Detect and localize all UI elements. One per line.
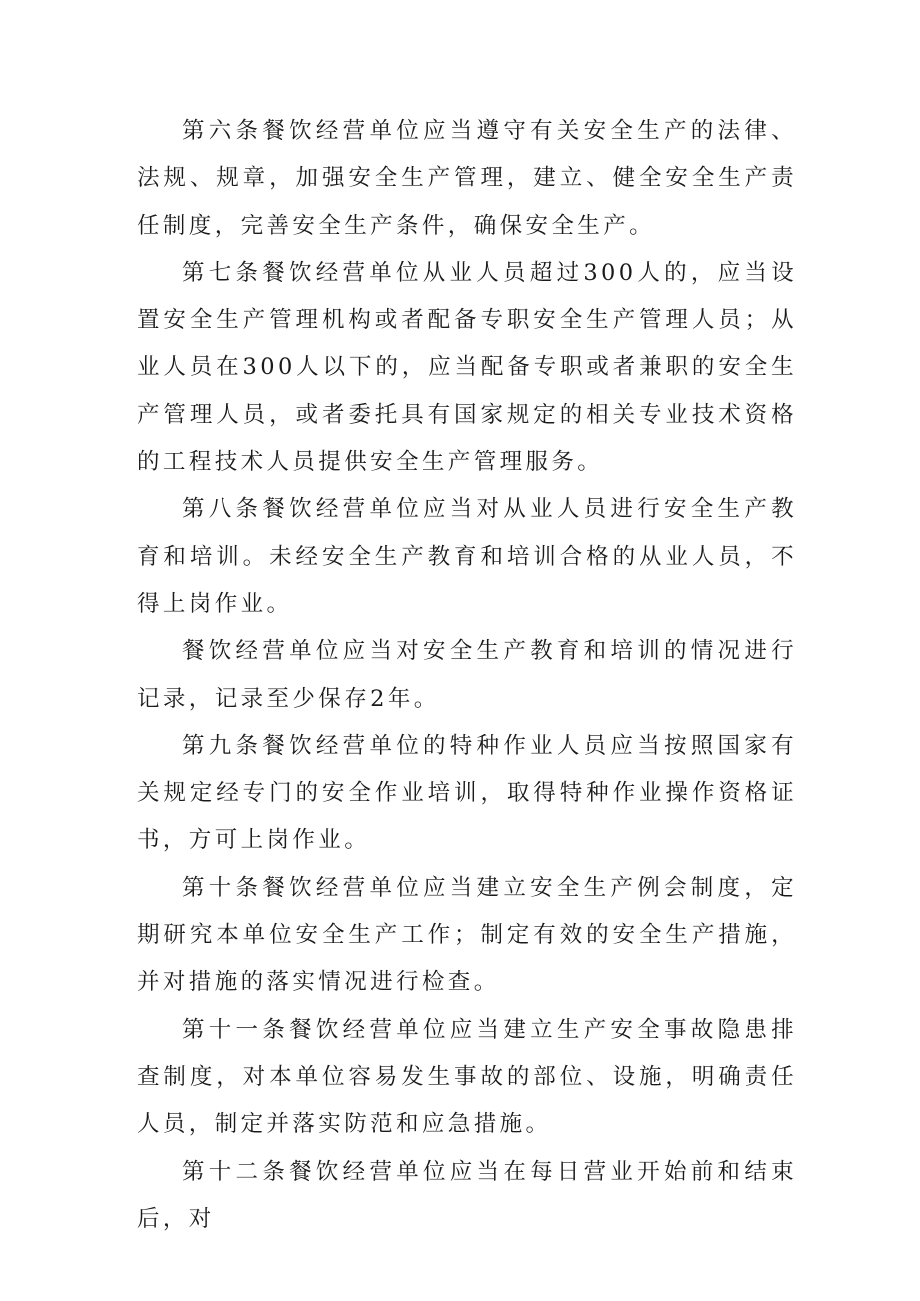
- document-body: [137, 108, 797, 1243]
- paragraph-article-8-records: 餐饮经营单位应当对安全生产教育和培训的情况进行记录，记录至少保存2年。: [137, 638, 797, 712]
- paragraph-article-6: 第六条餐饮经营单位应当遵守有关安全生产的法律、法规、规章，加强安全生产管理，建立、健全安全生产责任制度，完善安全生产条件，确保安全生产。: [137, 118, 797, 239]
- paragraph-article-11: 第十一条餐饮经营单位应当建立生产安全事故隐患排查制度，对本单位容易发生事故的部位、设施，明确责任人员，制定并落实防范和应急措施。: [137, 1016, 797, 1138]
- paragraph-article-10: 第十条餐饮经营单位应当建立安全生产例会制度，定期研究本单位安全生产工作；制定有效的安全生产措施，并对措施的落实情况进行检查。: [137, 874, 797, 996]
- paragraph-article-12: 第十二条餐饮经营单位应当在每日营业开始前和结束后，对: [137, 1158, 797, 1232]
- paragraph-article-7: 第七条餐饮经营单位从业人员超过300人的，应当设置安全生产管理机构或者配备专职安全生产管理人员；从业人员在300人以下的，应当配备专职或者兼职的安全生产管理人员，或者委托具有国家规定的相关专业技术资格的工程技术人员提供安全生产管理服务。: [137, 259, 797, 476]
- paragraph-article-8: 第八条餐饮经营单位应当对从业人员进行安全生产教育和培训。未经安全生产教育和培训合格的从业人员，不得上岗作业。: [137, 496, 797, 617]
- paragraph-article-9: 第九条餐饮经营单位的特种作业人员应当按照国家有关规定经专门的安全作业培训，取得特种作业操作资格证书，方可上岗作业。: [137, 732, 797, 854]
